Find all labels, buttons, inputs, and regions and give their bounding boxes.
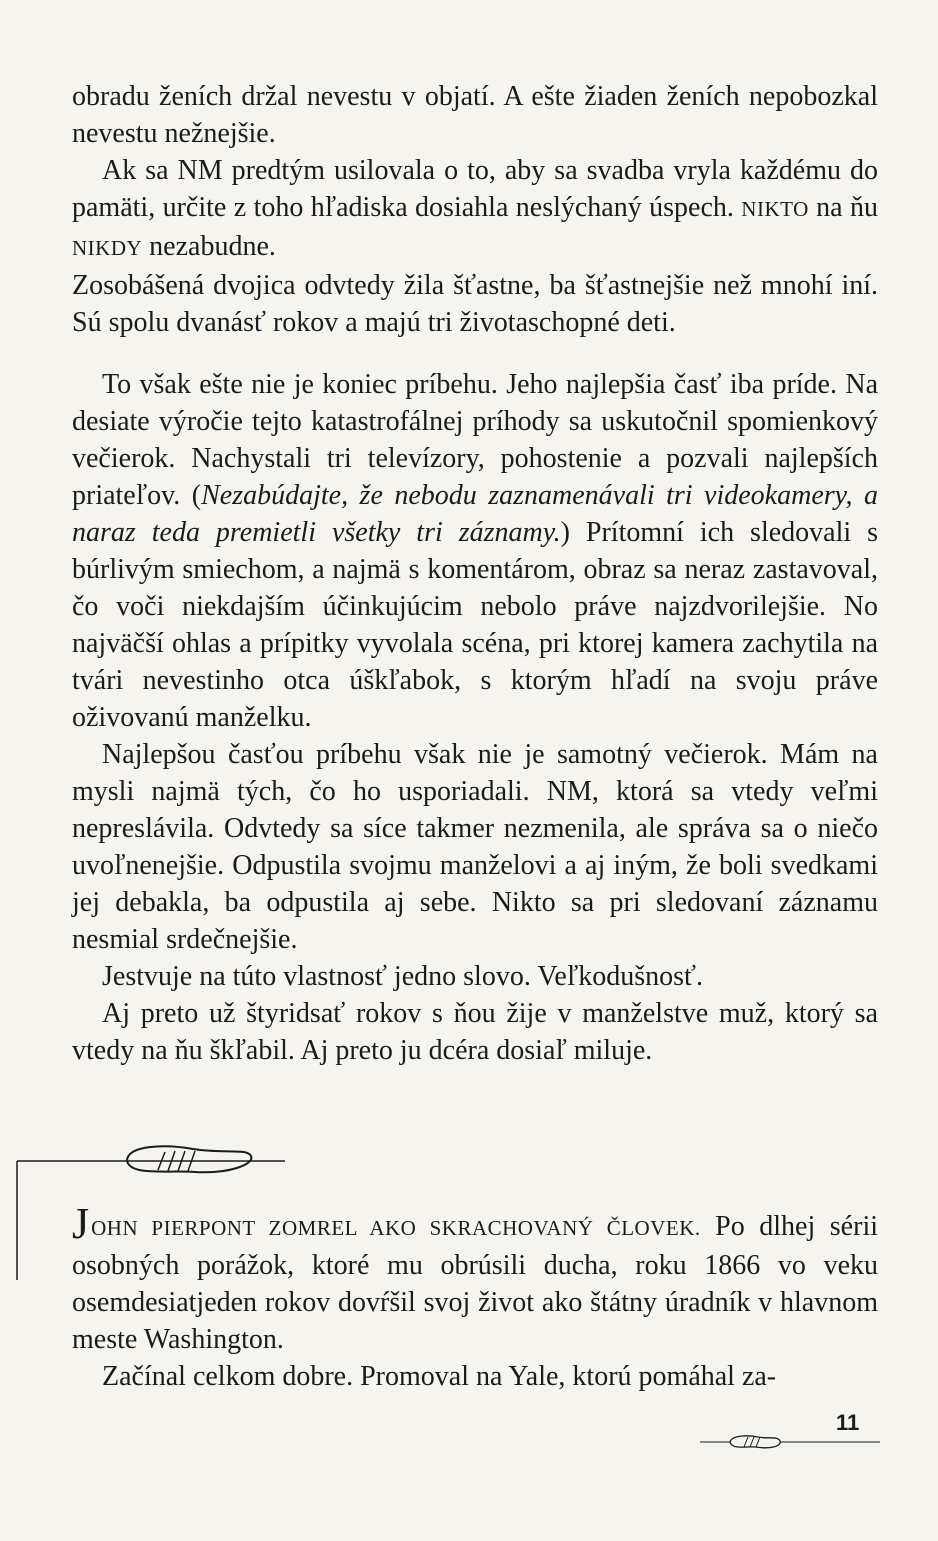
paragraph: Najlepšou časťou príbehu však nie je samotný večierok. Mám na mysli najmä tých, čo ho usporiadali. NM, ktorá sa vtedy veľmi nepreslávila. Odvtedy sa síce takmer nezmenila, ale správa sa o niečo uvoľnenejšie. Odpustila svojmu manželovi a aj iným, že boli svedkami jej debakla, ba odpustila aj sebe. Nikto sa pri sledovaní záznamu nesmial srdečnejšie.	[72, 739, 878, 955]
section-one-text	[72, 78, 878, 1069]
section-two-text	[72, 1199, 878, 1395]
small-caps-word: NIKTO	[741, 197, 809, 221]
italic-note: Nezabúdajte, že nebodu zaznamenávali tri videokamery, a naraz teda premietli všetky tri záznamy.	[72, 480, 878, 548]
lead-in-caps: OHN PIERPONT ZOMREL AKO SKRACHOVANÝ ČLOVEK.	[91, 1216, 701, 1240]
paragraph: Zosobášená dvojica odvtedy žila šťastne, ba šťastnejšie než mnohí iní. Sú spolu dvanásť rokov a majú tri životaschopné deti.	[72, 270, 878, 338]
paragraph: To však ešte nie je koniec príbehu. Jeho najlepšia časť iba príde. Na desiate výročie tejto katastrofálnej príhody sa uskutočnil spomienkový večierok. Nachystali tri televízory, pohostenie a pozvali najlepších priateľov. (Nezabúdajte, že nebodu zaznamenávali tri videokamery, a naraz teda premietli všetky tri záznamy.) Prítomní ich sledovali s búrlivým smiechom, a najmä s komentárom, obraz sa neraz zastavoval, čo voči niekdajším účinkujúcim nebolo práve najzdvorilejšie. No najväčší ohlas a prípitky vyvolala scéna, pri ktorej kamera zachytila na tvári nevestinho otca úškľabok, s ktorým hľadí na svoju práve oživovanú manželku.	[72, 369, 878, 733]
paragraph: JOHN PIERPONT ZOMREL AKO SKRACHOVANÝ ČLOVEK. Po dlhej sérii osobných porážok, ktoré mu obrúsili ducha, roku 1866 vo veku osemdesiatjeden rokov dovŕšil svoj život ako štátny úradník v hlavnom meste Washington.	[72, 1199, 878, 1355]
footer-ornament-icon	[700, 1432, 880, 1456]
paragraph: obradu ženích držal nevestu v objatí. A ešte žiaden ženích nepobozkal nevestu nežnejšie.	[72, 81, 878, 149]
paragraph: Jestvuje na túto vlastnosť jedno slovo. Veľkodušnosť.	[102, 961, 703, 992]
paragraph: Začínal celkom dobre. Promoval na Yale, ktorú pomáhal za-	[102, 1361, 777, 1392]
small-caps-word: NIKDY	[72, 236, 143, 260]
paragraph: Aj preto už štyridsať rokov s ňou žije v manželstve muž, ktorý sa vtedy na ňu škľabil. Aj preto ju dcéra dosiaľ miluje.	[72, 998, 878, 1066]
drop-cap: J	[72, 1199, 90, 1248]
page-number: 11	[836, 1410, 860, 1435]
paragraph: Ak sa NM predtým usilovala o to, aby sa svadba vryla každému do pamäti, určite z toho hľadiska dosiahla neslýchaný úspech. NIKTO na ňu NIKDY nezabudne.	[72, 155, 878, 262]
